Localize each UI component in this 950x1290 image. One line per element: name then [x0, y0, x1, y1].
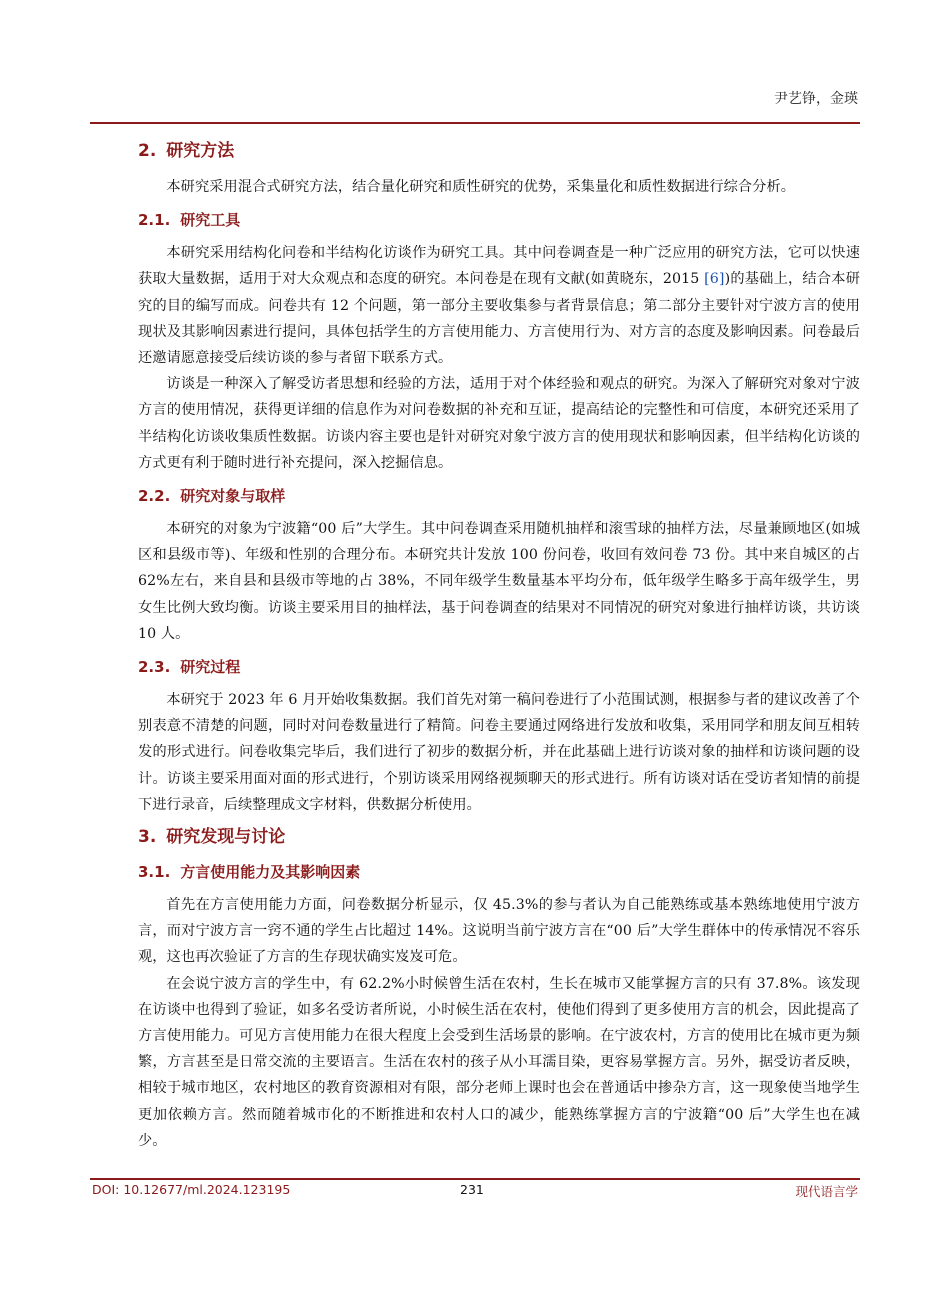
section-number: 2.1.: [138, 211, 171, 230]
section-title: 研究工具: [180, 211, 241, 230]
section-2-1-paragraph-1: [138, 240, 860, 371]
header-authors: 尹艺铮，金瑛: [774, 91, 858, 107]
section-title: 研究发现与讨论: [166, 827, 286, 848]
section-number: 2.: [138, 141, 157, 161]
section-2-heading: [138, 138, 860, 164]
header-rule: [90, 122, 860, 124]
section-number: 2.3.: [138, 658, 171, 677]
section-2-2-heading: [138, 484, 860, 508]
section-title: 研究对象与取样: [180, 487, 286, 506]
section-title: 研究过程: [180, 658, 241, 677]
article-body: [138, 138, 860, 1154]
section-number: 3.1.: [138, 863, 171, 882]
footer-page-number: 231: [460, 1182, 484, 1197]
footer-journal-name: 现代语言学: [795, 1184, 858, 1199]
section-3-1-paragraph-2: 在会说宁波方言的学生中，有 62.2%小时候曾生活在农村，生长在城市又能掌握方言的只有 37.8%。该发现在访谈中也得到了验证，如多名受访者所说，小时候生活在农村，使他们得到了更多使用方言的机会，因此提高了方言使用能力。可见方言使用能力在很大程度上会受到生活场景的影响。在宁波农村，方言的使用比在城市更为频繁，方言甚至是日常交流的主要语言。生活在农村的孩子从小耳濡目染，更容易掌握方言。另外，据受访者反映，相较于城市地区，农村地区的教育资源相对有限，部分老师上课时也会在普通话中掺杂方言，这一现象使当地学生更加依赖方言。然而随着城市化的不断推进和农村人口的减少，能熟练掌握方言的宁波籍“00 后”大学生也在减少。: [138, 975, 860, 1149]
section-2-1-paragraph-2: 访谈是一种深入了解受访者思想和经验的方法，适用于对个体经验和观点的研究。为深入了解研究对象对宁波方言的使用情况，获得更详细的信息作为对问卷数据的补充和互证，提高结论的完整性和可信度，本研究还采用了半结构化访谈收集质性数据。访谈内容主要也是针对研究对象宁波方言的使用现状和影响因素，但半结构化访谈的方式更有利于随时进行补充提问，深入挖掘信息。: [138, 376, 860, 471]
section-2-3-heading: [138, 655, 860, 679]
section-3-1-heading: [138, 860, 860, 884]
paragraph-text: )的基础上，结合本研究的目的编写而成。问卷共有 12 个问题，第一部分主要收集参与者背景信息；第二部分主要针对宁波方言的使用现状及其影响因素进行提问，具体包括学生的方言使用能力、方言使用行为、对方言的态度及影响因素。问卷最后还邀请愿意接受后续访谈的参与者留下联系方式。: [138, 271, 860, 367]
section-number: 3.: [138, 827, 157, 848]
section-title: 方言使用能力及其影响因素: [180, 863, 361, 882]
citation-link[interactable]: [6]: [704, 271, 725, 288]
section-2-1-heading: [138, 208, 860, 232]
section-number: 2.2.: [138, 487, 171, 506]
footer-rule: [90, 1178, 860, 1180]
section-2-intro: 本研究采用混合式研究方法，结合量化研究和质性研究的优势，采集量化和质性数据进行综合分析。: [166, 179, 796, 195]
paragraph-text: 本研究采用结构化问卷和半结构化访谈作为研究工具。其中问卷调查是一种广泛应用的研究方法，它可以快速获取大量数据，适用于对大众观点和态度的研究。本问卷是在现有文献(如黄晓东，2015: [138, 245, 860, 288]
section-3-heading: [138, 824, 860, 850]
section-2-3-paragraph-1: 本研究于 2023 年 6 月开始收集数据。我们首先对第一稿问卷进行了小范围试测，根据参与者的建议改善了个别表意不清楚的问题，同时对问卷数量进行了精简。问卷主要通过网络进行发放和收集，采用同学和朋友间互相转发的形式进行。问卷收集完毕后，我们进行了初步的数据分析，并在此基础上进行访谈对象的抽样和访谈问题的设计。访谈主要采用面对面的形式进行，个别访谈采用网络视频聊天的形式进行。所有访谈对话在受访者知情的前提下进行录音，后续整理成文字材料，供数据分析使用。: [138, 692, 860, 813]
section-2-2-paragraph-1: 本研究的对象为宁波籍“00 后”大学生。其中问卷调查采用随机抽样和滚雪球的抽样方法，尽量兼顾地区(如城区和县级市等)、年级和性别的合理分布。本研究共计发放 100 份问卷，收回有效问卷 73 份。其中来自城区的占 62%左右，来自县和县级市等地的占 38%，不同年级学生数量基本平均分布，低年级学生略多于高年级学生，男女生比例大致均衡。访谈主要采用目的抽样法，基于问卷调查的结果对不同情况的研究对象进行抽样访谈，共访谈 10 人。: [138, 521, 860, 642]
footer-doi-link[interactable]: DOI: 10.12677/ml.2024.123195: [92, 1182, 291, 1197]
section-title: 研究方法: [166, 141, 235, 161]
section-3-1-paragraph-1: 首先在方言使用能力方面，问卷数据分析显示，仅 45.3%的参与者认为自己能熟练或基本熟练地使用宁波方言，而对宁波方言一窍不通的学生占比超过 14%。这说明当前宁波方言在“00 后”大学生群体中的传承情况不容乐观，这也再次验证了方言的生存现状确实岌岌可危。: [138, 897, 860, 966]
